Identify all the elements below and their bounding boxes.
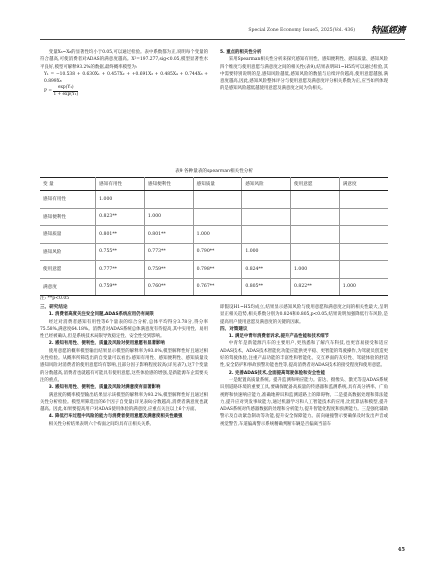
table-note: 注: **p<0.05 — [40, 296, 70, 301]
column-header: 感知有用性 — [96, 178, 145, 191]
table-cell: 感知有用性 — [40, 191, 96, 209]
top-left-column — [40, 49, 208, 98]
paragraph: 变量X₆~X₈的显著性均小于0.05,可以通过检验。表中系数都为正,说明每个变量的符合越高,可使消费者对ADAS的满意度越高。X²=197.277,sig<0.05,模型显著性水平良好,模型可解释93.2%的数据,最终概率模型为: — [40, 50, 208, 70]
table-cell: 1.000 — [242, 243, 291, 261]
running-header — [0, 22, 427, 38]
bottom-left-column — [40, 304, 208, 428]
paragraph: 即假设H1~H5均成立,结果显示感知风险与使用意愿和满意度之间的相关性最大,呈明显正相关趋势,相关系数分别为0.824和0.805,p<0.05,结果说明加强降低行车风险,是提高用户使用意愿及满意度的关键的因素。 — [220, 305, 388, 325]
paragraph: 经过对消费者感知有用性等6个量表的综合分析,总体平均得分3.78分,得分率75.58%,满意度64.18%。消费者对ADAS系统总体满意度有待提高,其中实用性、易用性已经被确认,但是系统技术局限导致稳定性、安全性受到影响。 — [40, 319, 208, 340]
correlation-table — [40, 177, 388, 296]
table-cell: 0.759** — [144, 261, 193, 279]
subsection-heading: 4. 降低行车过程中风险的能力与消费者使用意愿及满意度相关性最强 — [48, 414, 183, 420]
table-row — [40, 261, 388, 279]
fraction-numerator: exp(Y₁) — [53, 85, 78, 92]
journal-logo: 特區經濟 — [370, 26, 405, 36]
journal-info: Special Zone Economy Issue5, 2025(Vol. 436) — [248, 28, 355, 33]
subsection-heading: 1. 满足中青年消费者诉求,提升产品性能和技术细节 — [228, 334, 329, 340]
table-cell: 1.000 — [144, 208, 193, 226]
table-cell: 0.801** — [96, 226, 145, 244]
table-row — [40, 243, 388, 261]
table-cell: 0.801** — [144, 226, 193, 244]
fraction — [53, 85, 78, 97]
table-cell: 0.824** — [242, 261, 291, 279]
equation-p-lhs: P = — [44, 89, 53, 95]
table-cell: 0.759** — [96, 278, 145, 296]
paragraph: 中青年是新能源汽车的主要用户,更熟悉和了解汽车科技,也更容易接受和适应ADAS技术。ADAS技术智能化功能应能供更平稳、更智能的驾驶操作,为驾驶员创造更好的驾驶体验,注重产品功能的丰富性和智能化、交互界面的友好性、驾驶体验的舒适性,安全防护和事故预警功能也性等,提高消费者对ADAS技术的接受程度和使用意愿。 — [220, 341, 388, 369]
table-cell — [242, 226, 291, 244]
table-cell — [242, 191, 291, 209]
subsection-heading: 2. 感知有用性、便利性、质量及风险对使用意愿有显著影响 — [48, 341, 165, 347]
header-rule — [40, 39, 405, 40]
equation-y1: Y₁ = −10.538 + 0.630X₁ + 0.457X₂ + +0.691X₃ + 0.485X₄ + 0.744X₆ + 0.899X₈ — [44, 71, 208, 85]
table-row — [40, 278, 388, 296]
subsection-heading: 3. 感知有用性、便利性、质量及风险对满意度有显著影响 — [48, 385, 161, 391]
section-heading: 5. 重点的相关性分析 — [220, 50, 262, 55]
bottom-right-column — [220, 304, 388, 428]
paragraph: 满意度的概率模型输出结果显示该模型的解释率为93.2%,模型解释性好且通过相关性分析检验。模型所筛选出的6个因子自变量(详见表8)分数越高,消费者满意度也就越高。因此,如果要提高用户对ADAS使用体验的满意度,应重点关注以上6个方面。 — [40, 392, 208, 413]
table-cell — [339, 191, 388, 209]
table-row — [40, 208, 388, 226]
subsection-heading: 1. 消费者高度关注安全问题,ADAS系统应用仍有局限 — [48, 312, 154, 318]
column-header: 满意度 — [339, 178, 388, 191]
table-cell: 感知便利性 — [40, 208, 96, 226]
paragraph: 相关性分析结果表明六个构面之间均具有正相关关系, — [48, 421, 152, 427]
column-header: 变 量 — [40, 178, 96, 191]
table-cell — [144, 191, 193, 209]
table-cell: 0.773** — [144, 243, 193, 261]
paragraph: 一是配置高质量系统。提升监测和响应能力。雷达、摄像头、激光等是ADAS系统识别道路环境的重要工具,要确保配备高质量的传感器和监测系统,具有高分辨率、广角视野和快速响应能力,准确地辨识和监测道路上的障碍物。二是提高数据处理和算法能力,提升应对突发事故能力,通过机器学习和人工智能技术的应用,比优算法和模型,提升ADAS系统对传感器数据的处理和分析能力,提升智能化程度和预测能力。三是强化辅助警示及自动紧急制动等功能,提升安全保障能力。前向碰撞警示要确保及时发出声音或视觉警告,车道偏离警示系统精确判断车辆是否偏离当前车 — [220, 377, 388, 427]
table-cell: 满意度 — [40, 278, 96, 296]
table-cell: 0.823** — [96, 208, 145, 226]
table-cell — [193, 191, 242, 209]
table-cell: 0.767** — [193, 278, 242, 296]
column-header: 感知便利性 — [144, 178, 193, 191]
section-heading: 四、对策建议 — [220, 326, 248, 332]
subsection-heading: 2. 完善ADAS技术,全面提高驾驶体验和安全性能 — [228, 370, 325, 376]
table-row — [40, 226, 388, 244]
column-header: 感知风险 — [242, 178, 291, 191]
table-cell: 使用意愿 — [40, 261, 96, 279]
table-cell: 0.805** — [242, 278, 291, 296]
column-header: 感知质量 — [193, 178, 242, 191]
table-cell: 感知风险 — [40, 243, 96, 261]
table-cell — [339, 243, 388, 261]
table-caption: 表9 各种量表的spearman相关性分析 — [175, 169, 253, 174]
page-number: 45 — [397, 547, 405, 553]
top-right-column — [220, 49, 388, 93]
equation-p — [40, 85, 208, 97]
table-cell — [291, 243, 340, 261]
table-cell: 1.000 — [291, 261, 340, 279]
table-cell: 0.822** — [291, 278, 340, 296]
table-header-row — [40, 178, 388, 191]
table-cell — [339, 226, 388, 244]
table-cell — [339, 208, 388, 226]
table-cell — [242, 208, 291, 226]
section-heading: 三、研究结论 — [40, 305, 68, 310]
table-cell: 0.798** — [193, 261, 242, 279]
column-header: 使用意愿 — [291, 178, 340, 191]
table-cell: 0.777** — [96, 261, 145, 279]
fraction-denominator: 1 + exp(Y₁) — [53, 92, 79, 98]
table-cell: 1.000 — [96, 191, 145, 209]
table-cell — [291, 208, 340, 226]
table-row — [40, 191, 388, 209]
table-cell: 1.000 — [339, 278, 388, 296]
paragraph: 采用Spearman相关性分析来探究感知有用性、感知便利性、感知质量、感知风险四个维度与使用意愿与满意度之间的相关性(表9),结果表明H1~H5均可以通过检验,其中需要特别说明的是,感知风险越低,感知风险的数值与后续评价越高,使用意愿越强,满意度越高,因此,感知风险整体评分与使用意愿及满意度评分相关系数为正,应当如所体现的是感知风险越低越使用意愿及满意度之间为负相关。 — [220, 57, 388, 92]
table-cell — [291, 191, 340, 209]
table-cell: 0.760** — [144, 278, 193, 296]
table-cell — [193, 208, 242, 226]
paragraph: 使用意愿的概率模型输出结果显示模型的解释率为93.0%,模型解释性好且通过相关性检验。从概率所筛选出的自变量可以看出:感知有用性、感知便利性、感知质量及感知风险对消费者的使用意愿均有影响,且部分因子影响程度较高(详见表7),这7个变量的分数越高,消费者也就越有可能具有使用意愿,这些体验感的增强,是新能源车企需要关注的重点。 — [40, 348, 208, 383]
table-cell: 0.755** — [96, 243, 145, 261]
table-cell: 0.790** — [193, 243, 242, 261]
table-cell — [291, 226, 340, 244]
table-cell: 感知质量 — [40, 226, 96, 244]
table-cell — [339, 261, 388, 279]
table-cell: 1.000 — [193, 226, 242, 244]
